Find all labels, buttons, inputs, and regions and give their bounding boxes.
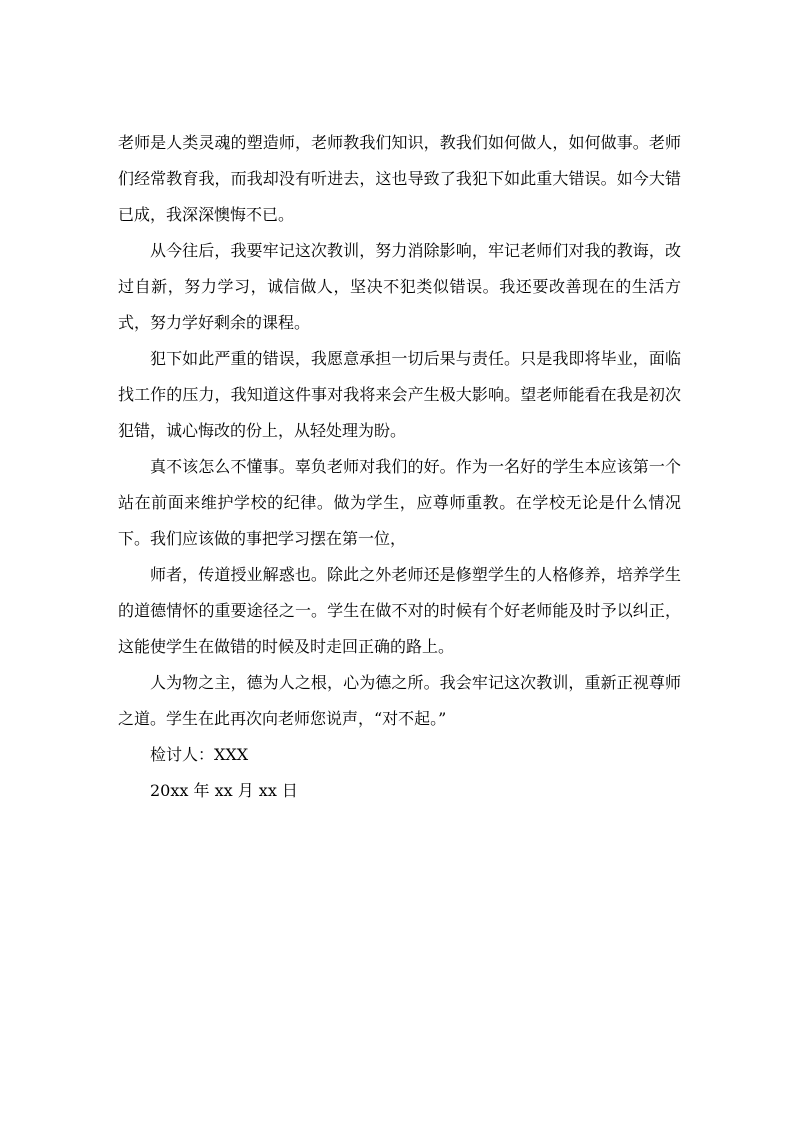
paragraph-4: 真不该怎么不懂事。辜负老师对我们的好。作为一名好的学生本应该第一个站在前面来维护学校的纪律。做为学生，应尊师重教。在学校无论是什么情况下。我们应该做的事把学习摆在第一位， <box>118 457 681 548</box>
date-line: 20xx 年 xx 月 xx 日 <box>150 781 298 800</box>
paragraph-1: 老师是人类灵魂的塑造师，老师教我们知识，教我们如何做人，如何做事。老师们经常教育我，而我却没有听进去，这也导致了我犯下如此重大错误。如今大错已成，我深深懊悔不已。 <box>118 133 681 224</box>
document-body <box>118 125 681 809</box>
paragraph-2: 从今往后，我要牢记这次教训，努力消除影响，牢记老师们对我的教诲，改过自新，努力学习，诚信做人，坚决不犯类似错误。我还要改善现在的生活方式，努力学好剩余的课程。 <box>118 241 681 332</box>
signature-line: 检讨人：XXX <box>150 745 249 764</box>
paragraph-5: 师者，传道授业解惑也。除此之外老师还是修塑学生的人格修养，培养学生的道德情怀的重要途径之一。学生在做不对的时候有个好老师能及时予以纠正，这能使学生在做错的时候及时走回正确的路上。 <box>118 565 681 656</box>
paragraph-6: 人为物之主，德为人之根，心为德之所。我会牢记这次教训，重新正视尊师之道。学生在此再次向老师您说声，“对不起。” <box>118 673 681 728</box>
paragraph-3: 犯下如此严重的错误，我愿意承担一切后果与责任。只是我即将毕业，面临找工作的压力，我知道这件事对我将来会产生极大影响。望老师能看在我是初次犯错，诚心悔改的份上，从轻处理为盼。 <box>118 349 681 440</box>
